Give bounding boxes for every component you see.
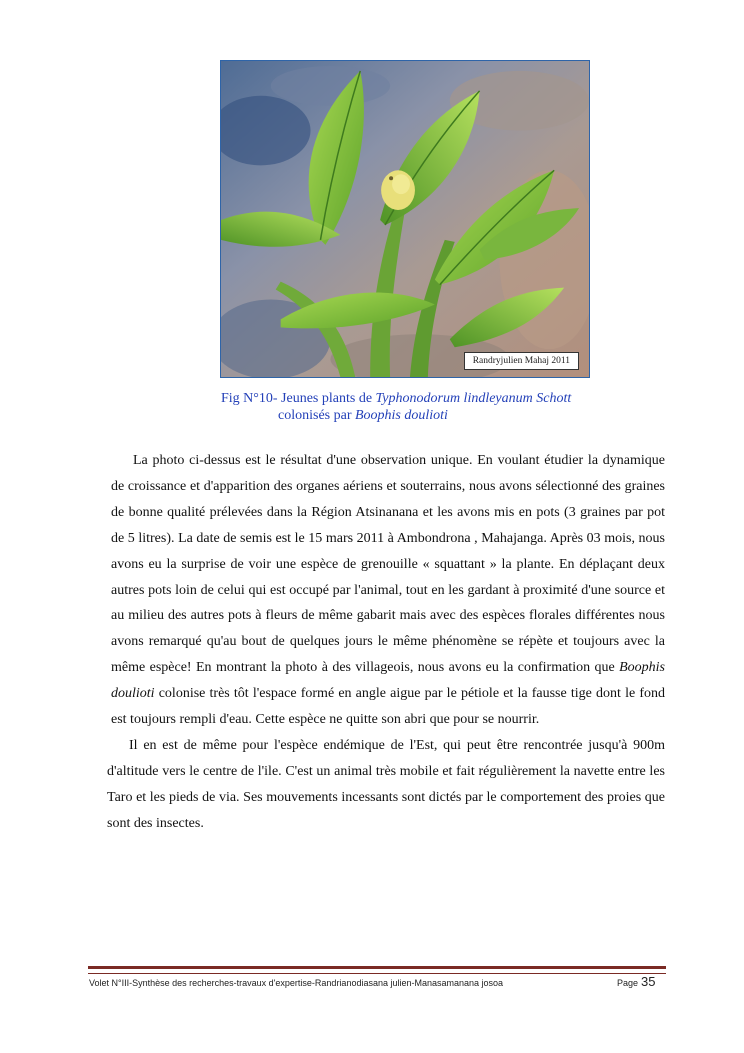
- page-number: 35: [641, 974, 656, 989]
- paragraph-1-species: Boophis doulioti: [111, 660, 665, 702]
- body-text: [107, 448, 665, 837]
- figure-photo: [220, 60, 590, 378]
- caption-prefix: Fig N°10- Jeunes plants de: [221, 391, 376, 406]
- paragraph-1: [107, 448, 665, 733]
- plant-frog-photo: [221, 61, 589, 377]
- paragraph-1-end: colonise très tôt l'espace formé en angle aigue par le pétiole et la fausse tige dont le fond est toujours rempli d'eau. Cette espèce ne quitte son abri que pour se nourrir.: [111, 686, 665, 728]
- figure-caption: [221, 390, 641, 424]
- page-label: Page: [617, 978, 639, 988]
- footer-text: Volet N°III-Synthèse des recherches-travaux d'expertise-Randrianodiasana julien-Manasamanana josoa: [89, 978, 504, 988]
- paragraph-1-start: La photo ci-dessus est le résultat d'une observation unique. En voulant étudier la dynamique de croissance et d'apparition des organes aériens et souterrains, nous avons sélectionné des graines de bonne qualité prélevées dans la Région Atsinanana et les avons mis en pots (3 graines par pot de 5 litres). La date de semis est le 15 mars 2011 à Ambondrona , Mahajanga. Après 03 mois, nous avons eu la surprise de voir une espèce de grenouille « squattant » la plante. En déplaçant deux autres pots loin de celui qui est occupé par l'animal, tout en les gardant à proximité d'une source et au milieu des autres pots à fleurs de même gabarit mais avec des espèces florales différentes nous avons remarqué qu'au bout de quelques jours le même phénomène se répète et toujours avec la même espèce! En montrant la photo à des villageois, nous avons eu la confirmation que: [111, 453, 665, 676]
- caption-frog-species: Boophis doulioti: [354, 408, 448, 423]
- caption-middle: colonisés par: [278, 408, 355, 423]
- photo-credit: Randryjulien Mahaj 2011: [464, 352, 579, 370]
- footer-rule: [88, 966, 666, 974]
- caption-line-2: [221, 407, 641, 424]
- paragraph-2-text: Il en est de même pour l'espèce endémique de l'Est, qui peut être rencontrée jusqu'à 900m d'altitude vers le centre de l'ile. C'est un animal très mobile et fait régulièrement la navette entre les Taro et les pieds de via. Ses mouvements incessants sont dictés par le comportement des proies que sont des insectes.: [107, 737, 665, 831]
- page-number-block: [617, 974, 656, 989]
- paragraph-2: [107, 733, 665, 837]
- caption-plant-species: Typhonodorum lindleyanum Schott: [375, 391, 572, 406]
